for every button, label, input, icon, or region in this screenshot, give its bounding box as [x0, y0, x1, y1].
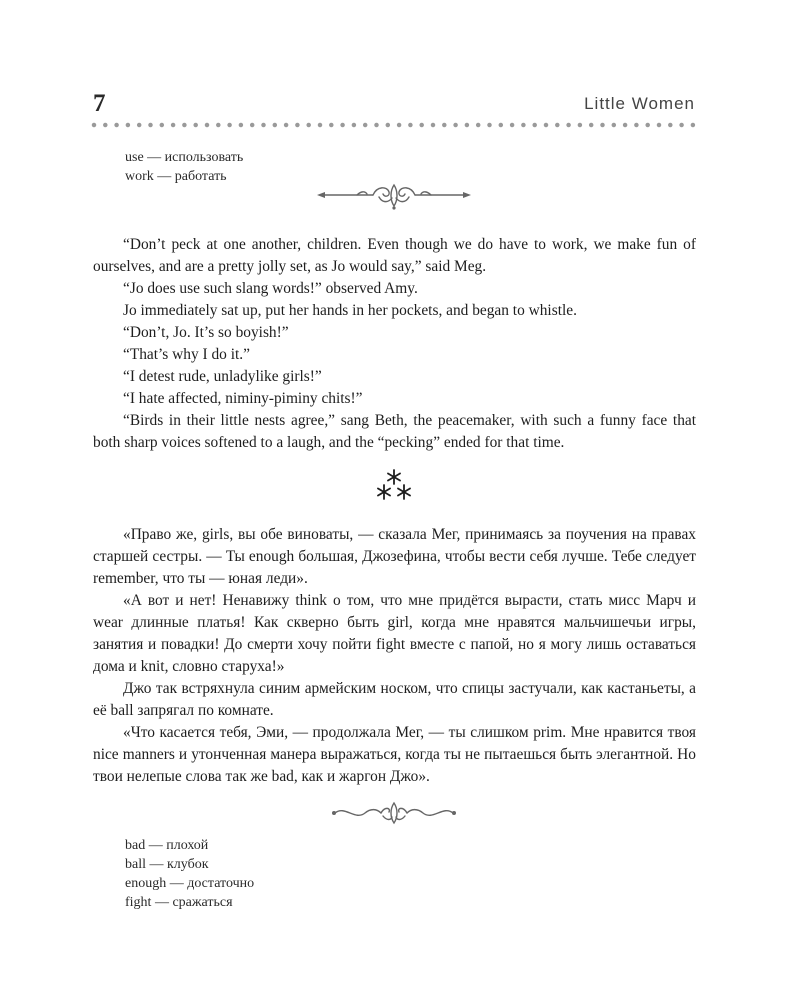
paragraph: Джо так встряхнула синим армейским носком, что спицы застучали, как кастаньеты, а её ball запрягал по комнате.: [93, 680, 696, 719]
russian-text: [93, 524, 696, 788]
paragraph: Jo immediately sat up, put her hands in her pockets, and began to whistle.: [123, 302, 577, 319]
vocab-item: use — использовать: [125, 150, 244, 165]
english-text: [93, 234, 696, 454]
paragraph: “Don’t, Jo. It’s so boyish!”: [123, 324, 289, 341]
paragraph: “That’s why I do it.”: [123, 346, 250, 363]
vocab-item: bad — плохой: [125, 838, 209, 853]
page-number: 7: [93, 90, 106, 117]
vocab-item: fight — сражаться: [125, 895, 233, 910]
paragraph: “Birds in their little nests agree,” sang Beth, the peacemaker, with such a funny face that both sharp voices softened to a laugh, and the “pecking” ended for that time.: [93, 412, 696, 451]
paragraph: «Право же, girls, вы обе виноваты, — сказала Мег, принимаясь за поучения на правах старшей сестры. — Ты enough большая, Джозефина, чтобы вести себя лучше. Тебе следует remember, что ты — юная леди».: [93, 526, 696, 587]
paragraph: “Jo does use such slang words!” observed Amy.: [123, 280, 418, 297]
flourish-ornament-icon: [317, 180, 471, 210]
paragraph: «Что касается тебя, Эми, — продолжала Мег, — ты слишком prim. Мне нравится твоя nice manners и утонченная манера выражаться, когда ты не пытаешься быть элегантной. Но твои нелепые слова так же bad, как и жаргон Джо».: [93, 724, 696, 785]
vocab-item: work — работать: [125, 169, 227, 184]
vocab-item: enough — достаточно: [125, 876, 255, 891]
running-title: Little Women: [584, 94, 695, 113]
paragraph: “Don’t peck at one another, children. Even though we do have to work, we make fun of ourselves, and are a pretty jolly set, as Jo would say,” said Meg.: [93, 236, 696, 275]
flourish-ornament-icon: [331, 800, 457, 826]
asterism-icon: [374, 469, 414, 501]
vocabulary-list-top: [125, 148, 243, 186]
paragraph: «А вот и нет! Ненавижу think о том, что мне придётся вырасти, стать мисс Марч и wear длинные платья! Как скверно быть girl, когда мне нравятся мальчишечьи игры, занятия и повадки! До смерти хочу пойти fight вместе с папой, но я могу лишь оставаться дома и knit, словно старуха!»: [93, 592, 696, 675]
paragraph: “I hate affected, niminy-piminy chits!”: [123, 390, 363, 407]
vocabulary-list-bottom: [125, 836, 254, 912]
vocab-item: ball — клубок: [125, 857, 209, 872]
paragraph: “I detest rude, unladylike girls!”: [123, 368, 322, 385]
dotted-divider: [91, 121, 701, 129]
